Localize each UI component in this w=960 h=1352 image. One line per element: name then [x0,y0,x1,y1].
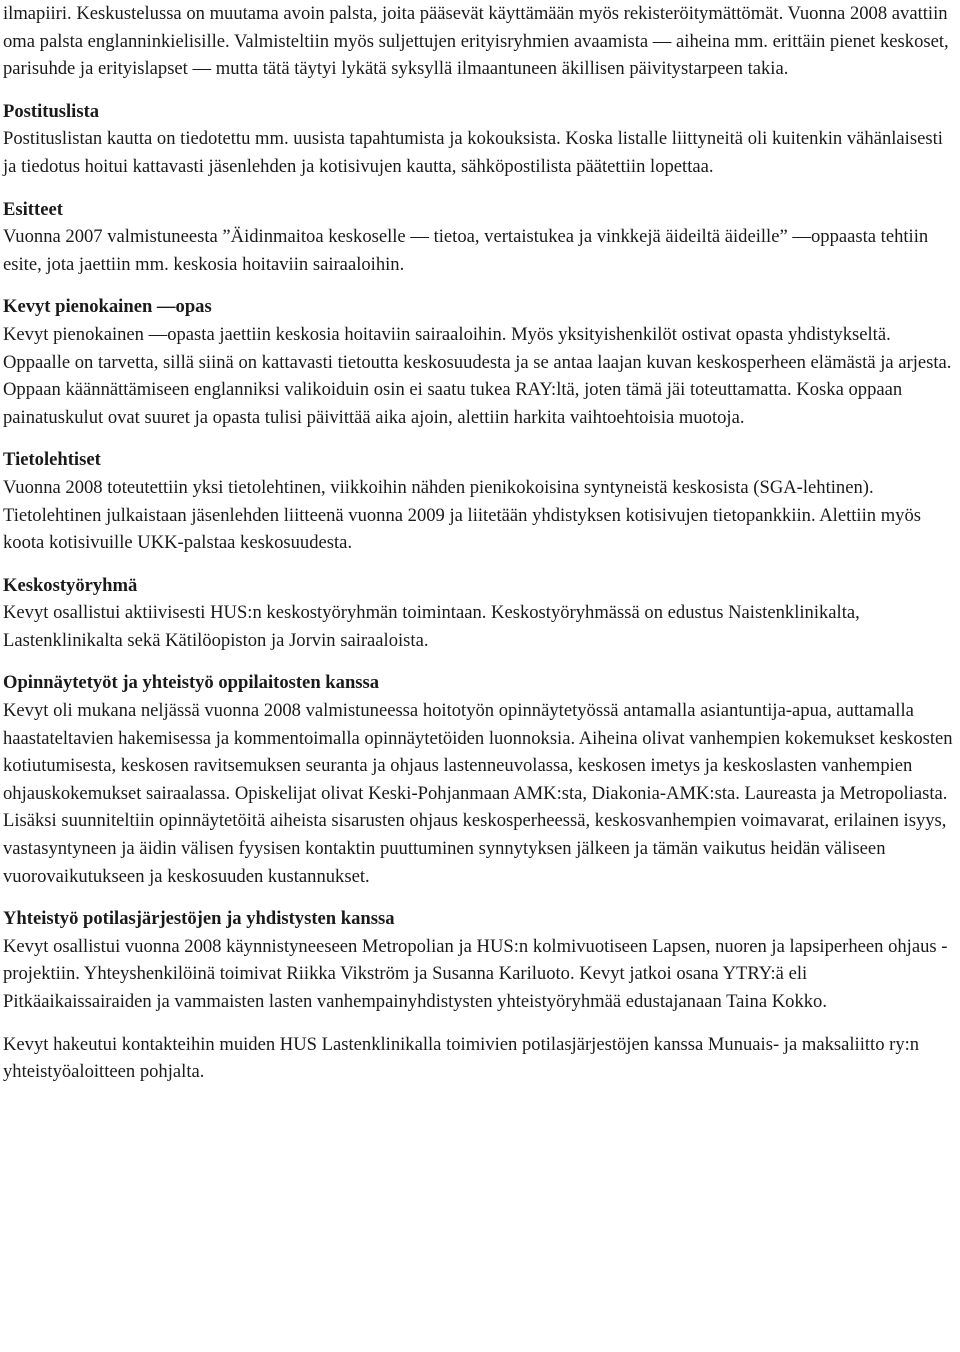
closing-paragraph: Kevyt hakeutui kontakteihin muiden HUS Lastenklinikalla toimivien potilasjärjestöjen kanssa Munuais- ja maksaliitto ry:n yhteistyöaloitteen pohjalta. [3,1033,920,1083]
section-postituslista [3,98,960,181]
section-keskostyoryhma [3,572,960,655]
section-kevyt-pienokainen [3,293,960,431]
section-body: Kevyt pienokainen —opasta jaettiin keskosia hoitaviin sairaaloihin. Myös yksityishenkilöt ostivat opasta yhdistykseltä. Oppaalle on tarvetta, sillä siinä on kattavasti tietoutta keskosuudesta ja se antaa laajan kuvan keskosperheen elämästä ja arjesta. Oppaan käännättämiseen englanniksi valikoiduin osin ei saatu tukea RAY:ltä, joten tämä jäi toteuttamatta. Koska oppaan painatuskulut ovat suuret ja opasta tulisi päivittää aika ajoin, alettiin harkita vaihtoehtoisia muotoja. [3,323,952,428]
section-body: Kevyt osallistui vuonna 2008 käynnistyneeseen Metropolian ja HUS:n kolmivuotiseen Lapsen, nuoren ja lapsiperheen ohjaus -projektiin. Yhteyshenkilöinä toimivat Riikka Vikström ja Susanna Kariluoto. Kevyt jatkoi osana YTRY:ä eli Pitkäaikaissairaiden ja vammaisten lasten vanhempainyhdistysten yhteistyöryhmää edustajanaan Taina Kokko. [3,935,948,1012]
section-heading: Kevyt pienokainen —opas [3,296,212,318]
section-esitteet [3,196,960,279]
section-body: Vuonna 2008 toteutettiin yksi tietolehtinen, viikkoihin nähden pienikokoisina syntyneistä keskosista (SGA-lehtinen). Tietolehtinen julkaistaan jäsenlehden liitteenä vuonna 2009 ja liitetään yhdistyksen kotisivujen tietopankkiin. Alettiin myös koota kotisivuille UKK-palstaa keskosuudesta. [3,476,922,554]
section-heading: Esitteet [3,198,63,220]
section-heading: Tietolehtiset [3,449,101,471]
section-body: Kevyt oli mukana neljässä vuonna 2008 valmistuneessa hoitotyön opinnäytetyössä antamalla asiantuntija-apua, auttamalla haastateltavien hakemisessa ja kommentoimalla opinnäytetöiden luonnoksia. Aiheina olivat vanhempien kokemukset keskosten kotiutumisesta, keskosen ravitsemuksen seuranta ja ohjaus lastenneuvolassa, keskosen imetys ja keskoslasten vanhempien ohjauskokemukset sairaalassa. Opiskelijat olivat Keski-Pohjanmaan AMK:sta, Diakonia-AMK:sta. Laureasta ja Metropoliasta. Lisäksi suunniteltiin opinnäytetöitä aiheista sisarusten ohjaus keskosperheessä, keskosvanhempien voimavarat, erilainen isyys, vastasyntyneen ja äidin välisen fyysisen kontaktin puuttuminen synnytyksen jälkeen ja tämän vaikutus heidän väliseen vuorovaikutukseen ja keskosuuden kustannukset. [3,700,953,887]
section-body: Postituslistan kautta on tiedotettu mm. uusista tapahtumista ja kokouksista. Koska listalle liittyneitä oli kuitenkin vähänlaisesti ja tiedotus hoitui kattavasti jäsenlehden ja kotisivujen kautta, sähköpostilista päätettiin lopettaa. [3,128,943,177]
section-heading: Postituslista [3,100,100,122]
section-tietolehtiset [3,446,960,556]
section-heading: Opinnäytetyöt ja yhteistyö oppilaitosten kanssa [3,672,380,694]
section-heading: Yhteistyö potilasjärjestöjen ja yhdistysten kanssa [3,908,395,930]
section-body: Vuonna 2007 valmistuneesta ”Äidinmaitoa keskoselle — tietoa, vertaistukea ja vinkkejä äideiltä äideille” —oppaasta tehtiin esite, jota jaettiin mm. keskosia hoitaviin sairaaloihin. [3,226,929,275]
section-yhteistyo-jarjestot [3,905,960,1015]
section-opinnaytetyot [3,669,960,890]
document-page [3,0,960,1101]
section-body: Kevyt osallistui aktiivisesti HUS:n keskostyöryhmän toimintaan. Keskostyöryhmässä on edustus Naistenklinikalta, Lastenklinikalta sekä Kätilöopiston ja Jorvin sairaaloista. [3,602,860,651]
intro-paragraph: ilmapiiri. Keskustelussa on muutama avoin palsta, joita pääsevät käyttämään myös rekisteröitymättömät. Vuonna 2008 avattiin oma palsta englanninkielisille. Valmisteltiin myös suljettujen erityisryhmien avaamista — aiheina mm. erittäin pienet keskoset, parisuhde ja erityislapset — mutta tätä täytyi lykätä syksyllä ilmaantuneen äkillisen päivitystarpeen takia. [3,3,949,80]
section-heading: Keskostyöryhmä [3,574,138,596]
